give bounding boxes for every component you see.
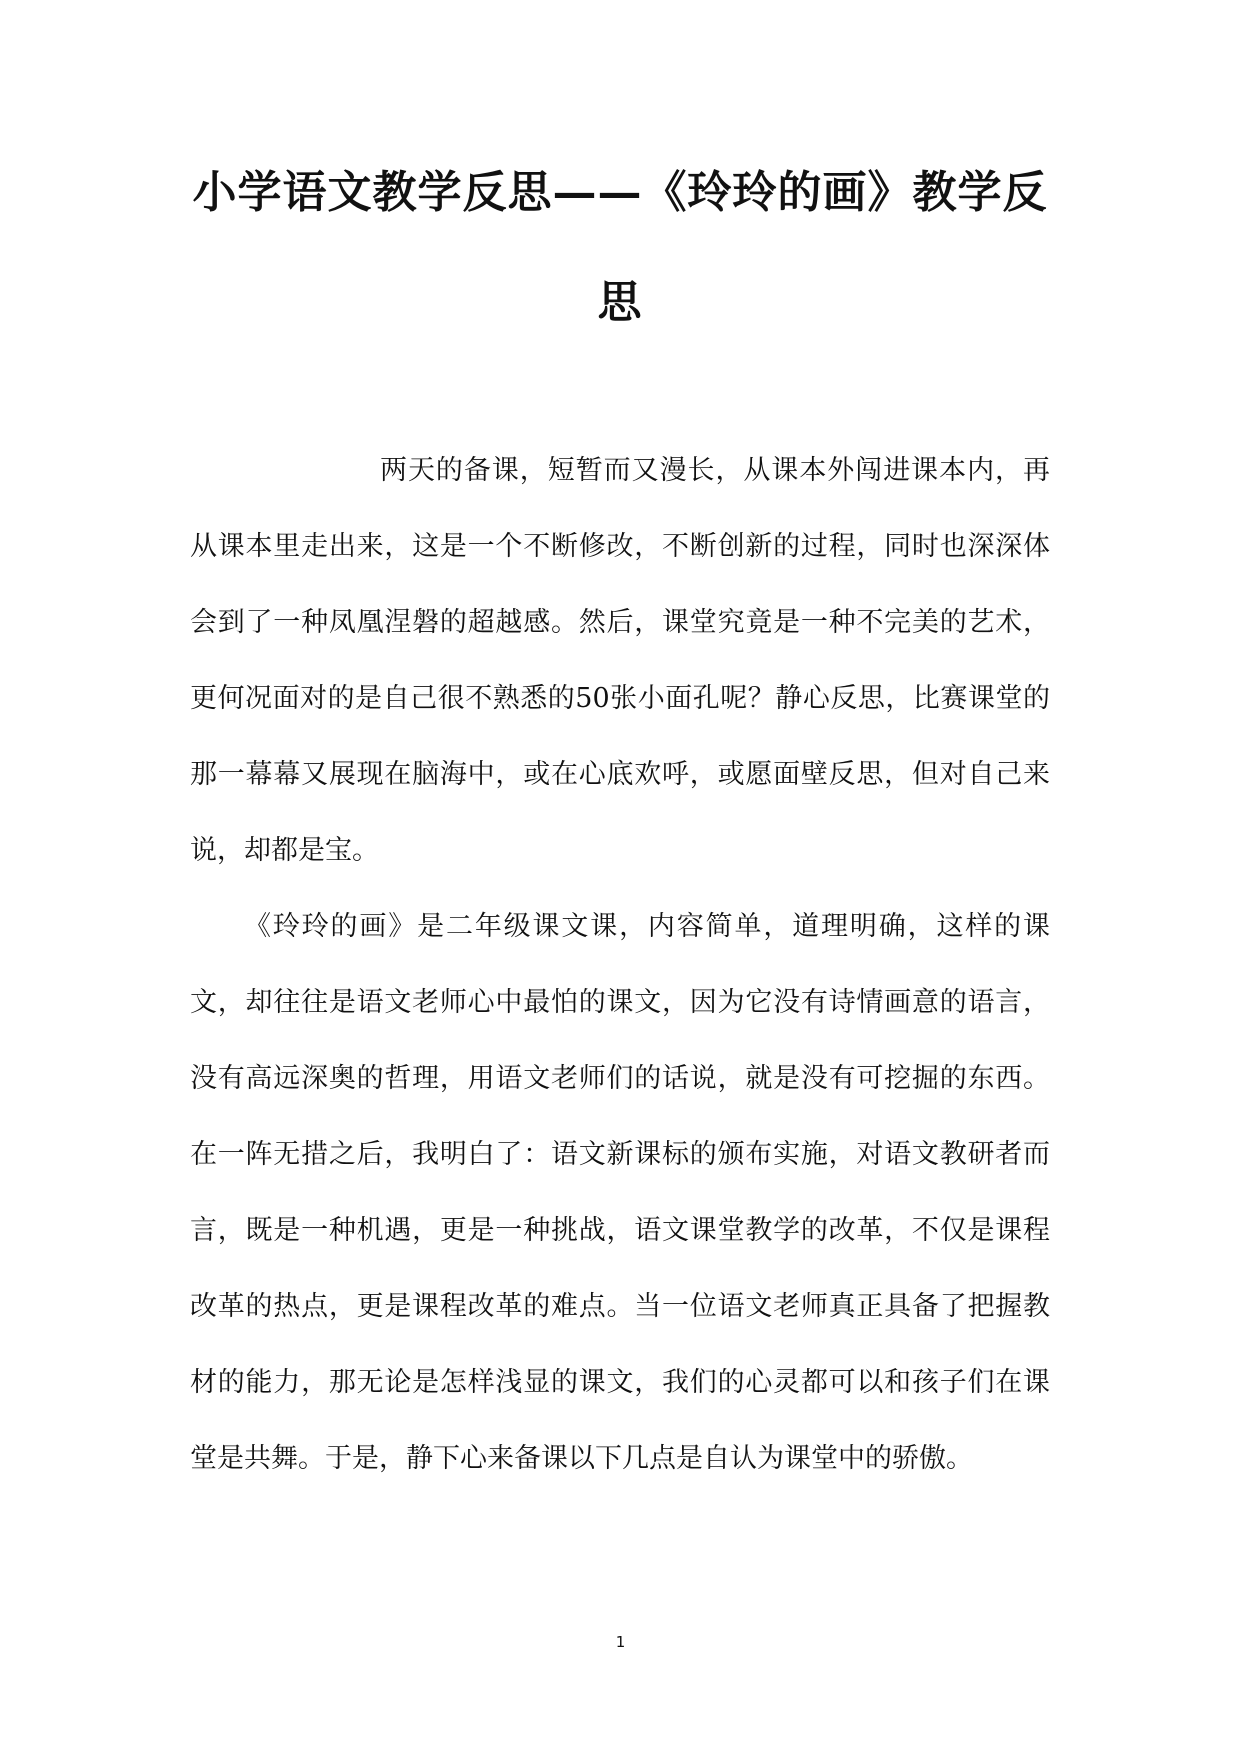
paragraph-2: 《玲玲的画》是二年级课文课，内容简单，道理明确，这样的课文，却往往是语文老师心中最怕的课文，因为它没有诗情画意的语言，没有高远深奥的哲理，用语文老师们的话说，就是没有可挖掘的东西。在一阵无措之后，我明白了：语文新课标的颁布实施，对语文教研者而言，既是一种机遇，更是一种挑战，语文课堂教学的改革，不仅是课程改革的热点，更是课程改革的难点。当一位语文老师真正具备了把握教材的能力，那无论是怎样浅显的课文，我们的心灵都可以和孩子们在课堂是共舞。于是，静下心来备课以下几点是自认为课堂中的骄傲。 (190, 911, 1050, 1474)
document-title: 小学语文教学反思——《玲玲的画》教学反思 (192, 167, 1048, 328)
document-body (190, 433, 1050, 1497)
paragraph-1: 两天的备课，短暂而又漫长，从课本外闯进课本内，再从课本里走出来，这是一个不断修改，不断创新的过程，同时也深深体会到了一种凤凰涅磐的超越感。然后，课堂究竟是一种不完美的艺术，更何况面对的是自己很不熟悉的50张小面孔呢？静心反思，比赛课堂的那一幕幕又展现在脑海中，或在心底欢呼，或愿面壁反思，但对自己来说，却都是宝。 (190, 455, 1050, 866)
page-number: 1 (615, 1633, 626, 1651)
